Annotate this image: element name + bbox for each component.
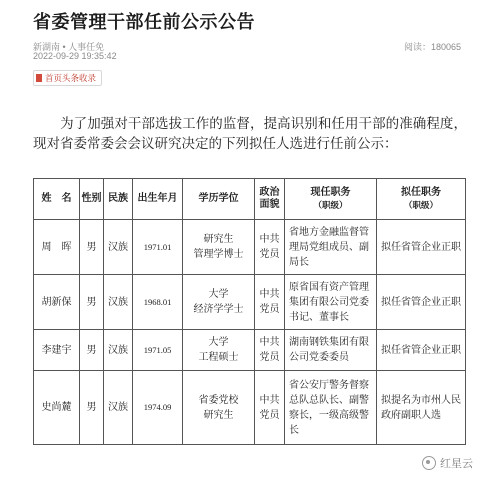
cell-gender: 男 [80,275,104,330]
header-current-post [285,179,377,220]
article-title: 省委管理干部任前公示公告 [33,12,255,32]
cell-name: 胡新保 [34,275,80,330]
cell-politics: 中共 党员 [255,330,285,371]
cell-gender: 男 [80,371,104,445]
cell-name: 李建宇 [34,330,80,371]
header-proposed-post-sub: （职级） [403,200,438,210]
cell-birth: 1971.01 [133,220,183,275]
cell-current-post: 省地方金融监督管理局党组成员、副局长 [285,220,377,275]
article-source[interactable]: 新湖南 • 人事任免 [33,42,105,52]
homepage-badge[interactable] [33,70,102,86]
table-row [34,275,466,330]
cell-proposed-post: 拟任省管企业正职 [377,220,466,275]
cell-current-post: 湖南钢铁集团有限公司党委委员 [285,330,377,371]
cell-proposed-post: 拟任省管企业正职 [377,275,466,330]
cell-name: 史尚麓 [34,371,80,445]
intro-text: 为了加强对干部选拔工作的监督，提高识别和任用干部的准确程度，现对省委常委会会议研究决定的下列拟任人选进行任前公示： [33,116,467,151]
publish-timestamp: 2022-09-29 19:35:42 [33,51,117,61]
cell-ethnicity: 汉族 [104,371,133,445]
cell-ethnicity: 汉族 [104,275,133,330]
header-proposed-post-title: 拟任职务 [401,187,441,198]
cell-politics: 中共 党员 [255,371,285,445]
watermark-badge [419,454,476,472]
cell-proposed-post: 拟任省管企业正职 [377,330,466,371]
cell-birth: 1974.09 [133,371,183,445]
cell-ethnicity: 汉族 [104,330,133,371]
cell-education: 大学 工程硕士 [183,330,255,371]
header-birth: 出生年月 [133,179,183,220]
candidate-table [33,178,466,445]
header-current-post-title: 现任职务 [310,187,351,198]
header-gender: 性别 [80,179,104,220]
cell-current-post: 省公安厅警务督察总队总队长、副警察长，一级高级警长 [285,371,377,445]
table-header-row [34,179,466,220]
cell-proposed-post: 拟提名为市州人民政府副职人选 [377,371,466,445]
header-ethnicity: 民族 [104,179,133,220]
flag-icon [36,74,42,82]
cell-gender: 男 [80,330,104,371]
header-current-post-sub: （职级） [313,200,348,210]
homepage-badge-label: 首页头条收录 [45,73,97,83]
cell-education: 省委党校 研究生 [183,371,255,445]
cell-current-post: 原省国有资产管理集团有限公司党委书记、董事长 [285,275,377,330]
intro-paragraph [33,114,467,154]
cell-politics: 中共 党员 [255,220,285,275]
cell-birth: 1971.05 [133,330,183,371]
cell-gender: 男 [80,220,104,275]
header-politics: 政治面貌 [255,179,285,220]
header-proposed-post [377,179,466,220]
table-row [34,330,466,371]
watermark-label: 红星云 [440,458,473,470]
header-education: 学历学位 [183,179,255,220]
cell-education: 大学 经济学学士 [183,275,255,330]
read-count: 阅读：180065 [403,42,461,52]
cell-birth: 1968.01 [133,275,183,330]
cell-ethnicity: 汉族 [104,220,133,275]
table-row [34,371,466,445]
table-row [34,220,466,275]
cell-name: 周 晖 [34,220,80,275]
cell-politics: 中共 党员 [255,275,285,330]
cell-education: 研究生 管理学博士 [183,220,255,275]
watermark-logo-icon [422,456,436,470]
header-name: 姓 名 [34,179,80,220]
